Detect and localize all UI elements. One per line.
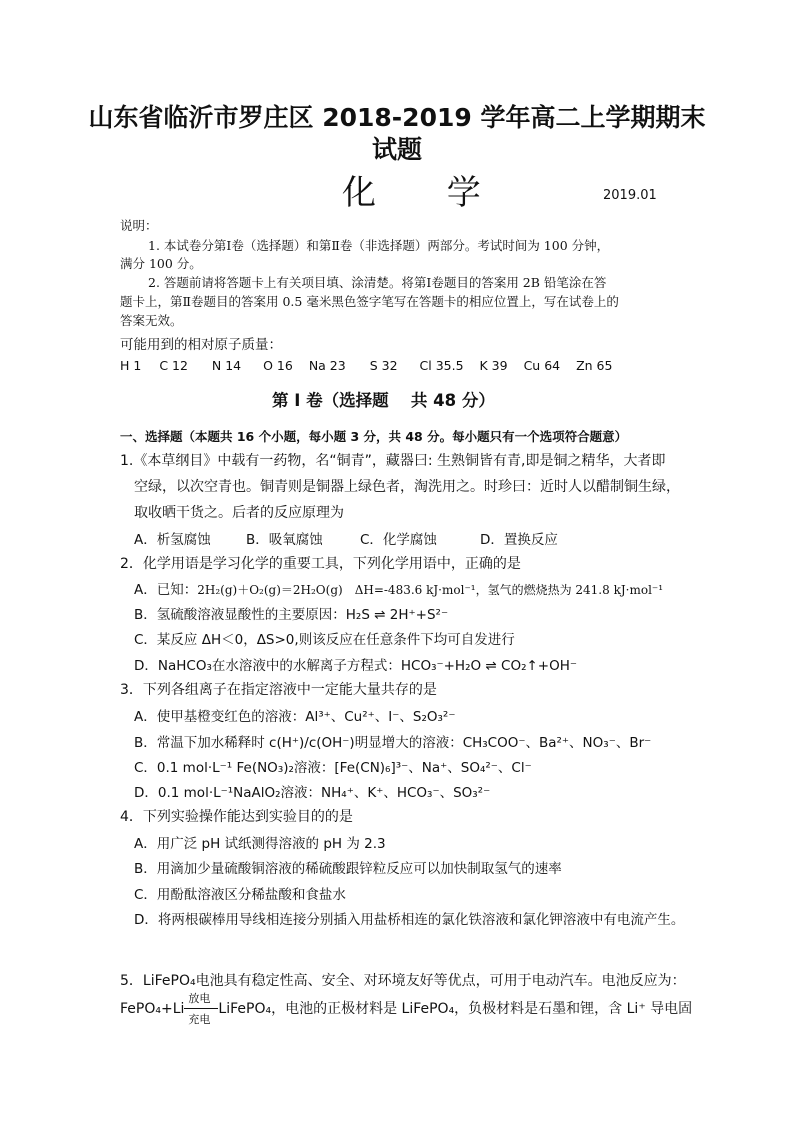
atomic-mass-heading: 可能用到的相对原子质量： <box>120 337 282 353</box>
atomic-mass-item: S 32 <box>369 358 398 373</box>
atomic-mass-item: K 39 <box>479 358 508 373</box>
atomic-mass-item: Cl 35.5 <box>419 358 464 373</box>
q2-stem: 2．化学用语是学习化学的重要工具，下列化学用语中，正确的是 <box>120 556 521 572</box>
atomic-mass-item: Zn 65 <box>576 358 613 373</box>
q3-option-c: C．0.1 mol·L⁻¹ Fe(NO₃)₂溶液：[Fe(CN)₆]³⁻、Na⁺、SO₄²⁻、Cl⁻ <box>134 760 532 776</box>
atomic-mass-item: H 1 <box>120 358 142 373</box>
q1-line-2: 空绿，以次空青也。铜青则是铜器上绿色者，淘洗用之。时珍曰：近时人以醋制铜生绿， <box>134 479 680 495</box>
q4-option-a: A．用广泛 pH 试纸测得溶液的 pH 为 2.3 <box>134 836 386 852</box>
note-1-line-a: 1. 本试卷分第Ⅰ卷（选择题）和第Ⅱ卷（非选择题）两部分。考试时间为 100 分钟， <box>148 238 610 253</box>
exam-title-line1: 山东省临沂市罗庄区 2018-2019 学年高二上学期期末 <box>88 103 706 132</box>
note-2-line-b: 题卡上，第Ⅱ卷题目的答案用 0.5 毫米黑色签字笔写在答题卡的相应位置上，写在试卷上的 <box>120 294 619 309</box>
atomic-mass-item: C 12 <box>159 358 188 373</box>
exam-title-line2: 试题 <box>371 135 422 164</box>
q5-line-2 <box>120 994 692 1024</box>
charge-label: 充电 <box>188 1013 211 1026</box>
atomic-mass-item: N 14 <box>211 358 242 373</box>
q2-option-a <box>134 578 663 598</box>
q2-option-c: C．某反应 ΔH＜0，ΔS>0,则该反应在任意条件下均可自发进行 <box>134 632 515 648</box>
discharge-label: 放电 <box>188 992 211 1005</box>
part-1-heading: 一、选择题（本题共 16 个小题，每小题 3 分，共 48 分。每小题只有一个选项符合题意） <box>120 429 628 444</box>
subject-title: 化 学 <box>342 173 511 213</box>
q5-products: LiFePO₄，电池的正极材料是 LiFePO₄，负极材料是石墨和锂，含 Li⁺ 导电固 <box>218 1001 693 1017</box>
q1-line-1: 1.《本草纲目》中载有一药物，名“铜青”，藏器曰: 生熟铜皆有青,即是铜之精华，大者即 <box>120 453 666 469</box>
q4-stem: 4．下列实验操作能达到实验目的的是 <box>120 809 353 825</box>
q2-option-a-prefix: A．已知： <box>134 582 198 598</box>
q5-line-1: 5．LiFePO₄电池具有稳定性高、安全、对环境友好等优点，可用于电动汽车。电池反应为： <box>120 973 686 989</box>
atomic-mass-item: Cu 64 <box>523 358 561 373</box>
note-2-line-c: 答案无效。 <box>120 313 183 328</box>
q4-option-d: D．将两根碳棒用导线相连接分别插入用盐桥相连的氯化铁溶液和氯化钾溶液中有电流产生。 <box>134 912 685 928</box>
reversible-arrow <box>184 994 218 1024</box>
q1-option-c: C．化学腐蚀 <box>360 532 437 548</box>
q2-option-d: D．NaHCO₃在水溶液中的水解离子方程式：HCO₃⁻+H₂O ⇌ CO₂↑+OH⁻ <box>134 658 578 674</box>
notes-heading: 说明： <box>120 218 158 233</box>
q3-option-a: A．使甲基橙变红色的溶液：Al³⁺、Cu²⁺、I⁻、S₂O₃²⁻ <box>134 709 456 725</box>
q3-option-d: D．0.1 mol·L⁻¹NaAlO₂溶液：NH₄⁺、K⁺、HCO₃⁻、SO₃²⁻ <box>134 785 491 801</box>
q1-option-b: B．吸氧腐蚀 <box>246 532 323 548</box>
q1-option-a: A．析氢腐蚀 <box>134 532 211 548</box>
q3-option-b: B．常温下加水稀释时 c(H⁺)/c(OH⁻)明显增大的溶液：CH₃COO⁻、Ba²⁺、NO₃⁻、Br⁻ <box>134 735 652 751</box>
q1-line-3: 取收晒干货之。后者的反应原理为 <box>134 505 344 521</box>
atomic-mass-item: O 16 <box>263 358 293 373</box>
q1-option-d: D．置换反应 <box>480 532 558 548</box>
atomic-mass-list <box>120 358 612 373</box>
q4-option-b: B．用滴加少量硫酸铜溶液的稀硫酸跟锌粒反应可以加快制取氢气的速率 <box>134 861 562 877</box>
q4-option-c: C．用酚酞溶液区分稀盐酸和食盐水 <box>134 887 346 903</box>
q2-option-b: B．氢硫酸溶液显酸性的主要原因：H₂S ⇌ 2H⁺+S²⁻ <box>134 607 449 623</box>
q5-reactants: FePO₄+Li <box>120 1001 185 1017</box>
section-1-title: 第 I 卷（选择题 共 48 分） <box>272 391 495 410</box>
q3-stem: 3．下列各组离子在指定溶液中一定能大量共存的是 <box>120 682 437 698</box>
note-1-line-b: 满分 100 分。 <box>120 256 202 271</box>
note-2-line-a: 2. 答题前请将答题卡上有关项目填、涂清楚。将第Ⅰ卷题目的答案用 2B 铅笔涂在答 <box>148 275 607 290</box>
atomic-mass-item: Na 23 <box>308 358 346 373</box>
exam-date: 2019.01 <box>603 188 657 203</box>
q2-option-a-equation: 2H₂(g)＋O₂(g)＝2H₂O(g) ΔH=-483.6 kJ·mol⁻¹，氢气的燃烧热为 241.8 kJ·mol⁻¹ <box>197 583 664 597</box>
